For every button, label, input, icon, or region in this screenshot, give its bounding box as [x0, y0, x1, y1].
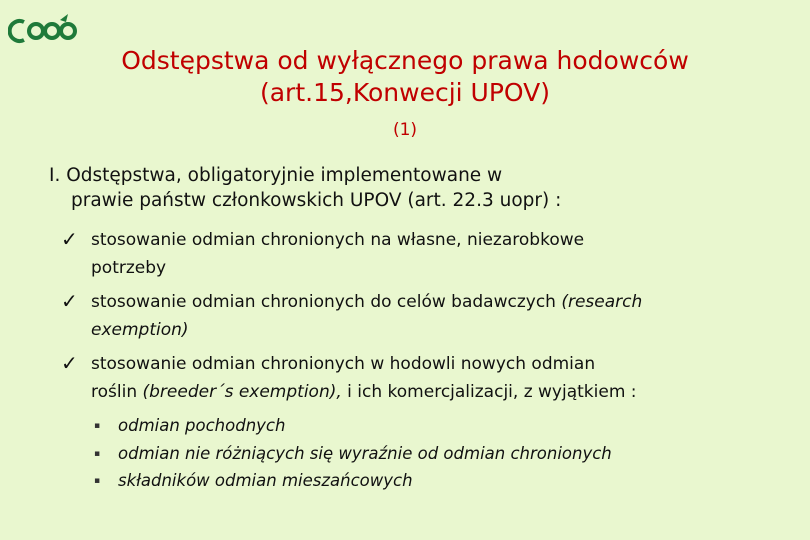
- list-item-line1: stosowanie odmian chronionych na własne, niezarobkowe: [91, 230, 585, 250]
- bullet-icon: ▪: [94, 421, 101, 431]
- sub-list-item: składników odmian mieszańcowych: [118, 471, 413, 490]
- section-heading-line1: I. Odstępstwa, obligatoryjnie implementowane w: [49, 165, 503, 186]
- list-item-line1: [91, 288, 801, 316]
- list-item: [91, 288, 801, 344]
- checkmark-icon: ✓: [61, 227, 78, 251]
- list-item-line2: potrzeby: [91, 258, 167, 278]
- list-item-line2: [91, 378, 801, 406]
- section-heading-line2: prawie państw członkowskich UPOV (art. 22.3 uopr) :: [71, 190, 562, 211]
- slide-title-line1: Odstępstwa od wyłącznego prawa hodowców: [121, 46, 689, 75]
- list-item-line1: stosowanie odmian chronionych w hodowli nowych odmian: [91, 354, 596, 374]
- section-heading: [49, 163, 789, 213]
- checkmark-icon: ✓: [61, 351, 78, 375]
- bullet-icon: ▪: [94, 449, 101, 459]
- list-item: [91, 226, 801, 282]
- list-item-italic-text: exemption): [91, 320, 189, 340]
- list-item: [91, 350, 801, 406]
- coboru-logo-icon: [8, 14, 78, 48]
- sub-list-item: odmian pochodnych: [118, 416, 286, 435]
- list-item-italic-text: (breeder΄s exemption),: [142, 382, 342, 402]
- list-item-text: i ich komercjalizacji, z wyjątkiem :: [341, 382, 637, 402]
- slide-title-line2: (art.15,Konwecji UPOV): [259, 78, 551, 107]
- list-item-text: stosowanie odmian chronionych do celów badawczych: [91, 292, 562, 312]
- checkmark-icon: ✓: [61, 289, 78, 313]
- list-item-text: roślin: [91, 382, 143, 402]
- list-item-italic-text: (research: [561, 292, 643, 312]
- slide-subtitle: (1): [392, 120, 418, 140]
- bullet-icon: ▪: [94, 476, 101, 486]
- sub-list-item: odmian nie różniących się wyraźnie od odmian chronionych: [118, 444, 612, 463]
